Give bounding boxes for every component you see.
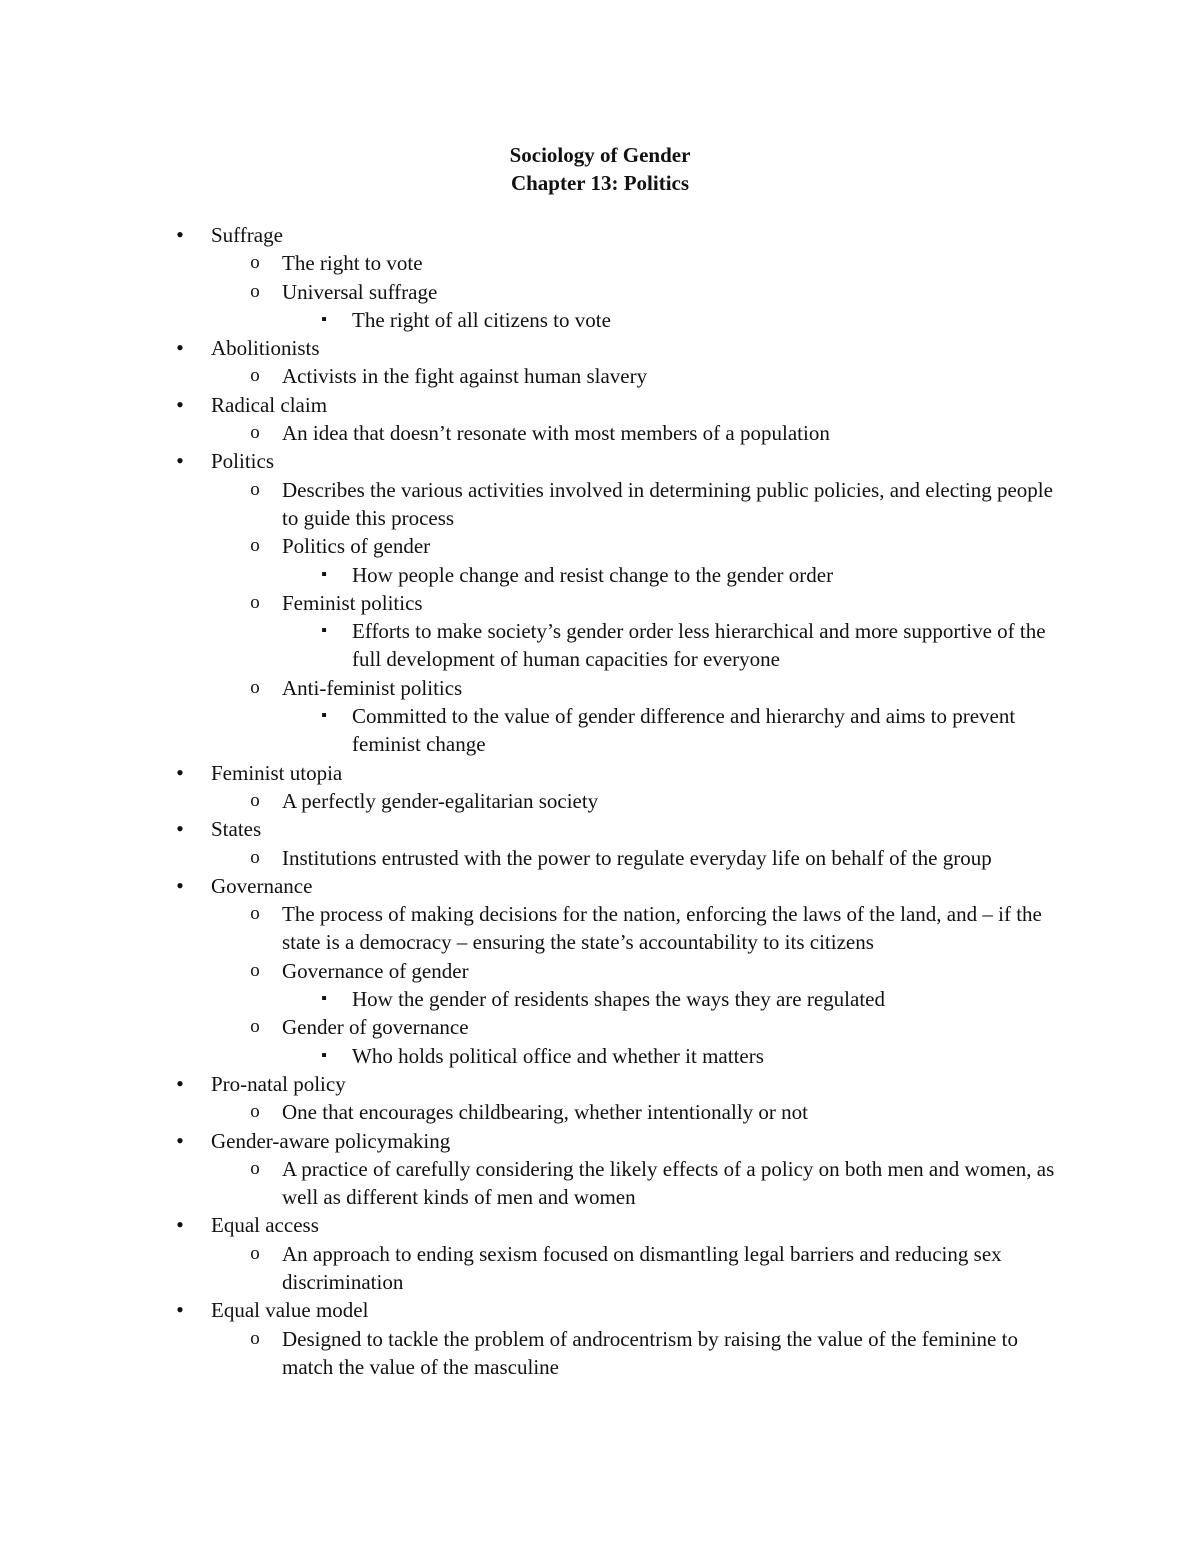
outline-term-item bbox=[0, 334, 1061, 362]
bullet-marker-icon: o bbox=[250, 422, 260, 444]
outline-item-text: The right of all citizens to vote bbox=[352, 307, 611, 332]
outline-item-text: Radical claim bbox=[211, 392, 328, 417]
outline-item-text: Feminist utopia bbox=[211, 760, 343, 785]
outline-item-text: Politics of gender bbox=[282, 534, 431, 559]
bullet-marker-icon: ▪ bbox=[321, 707, 327, 725]
bullet-marker-icon: • bbox=[176, 391, 184, 417]
bullet-marker-icon: • bbox=[176, 1212, 184, 1238]
bullet-marker-icon: o bbox=[250, 1327, 260, 1349]
outline-item-text: Committed to the value of gender difference and hierarchy and aims to prevent feminist change bbox=[352, 704, 1016, 757]
notes-outline bbox=[0, 221, 1200, 1381]
outline-term-item bbox=[0, 391, 1061, 419]
bullet-marker-icon: • bbox=[176, 759, 184, 785]
bullet-marker-icon: • bbox=[176, 1297, 184, 1323]
outline-item-text: Suffrage bbox=[211, 223, 283, 247]
outline-term-item bbox=[0, 221, 1061, 249]
bullet-marker-icon: o bbox=[250, 1242, 260, 1264]
outline-item-text: Anti-feminist politics bbox=[282, 675, 463, 700]
bullet-marker-icon: o bbox=[250, 959, 260, 981]
bullet-marker-icon: o bbox=[250, 1157, 260, 1179]
outline-definition-item bbox=[0, 957, 1072, 985]
bullet-marker-icon: ▪ bbox=[321, 622, 327, 640]
bullet-marker-icon: ▪ bbox=[321, 990, 327, 1008]
outline-item-text: Abolitionists bbox=[211, 336, 320, 361]
outline-item-text: How the gender of residents shapes the ways they are regulated bbox=[352, 987, 885, 1012]
outline-item-text: One that encourages childbearing, whether intentionally or not bbox=[282, 1100, 808, 1125]
outline-term-item bbox=[0, 447, 1061, 475]
outline-item-text: Gender-aware policymaking bbox=[211, 1128, 451, 1153]
outline-item-text: How people change and resist change to the gender order bbox=[352, 562, 834, 587]
outline-item-text: Equal access bbox=[211, 1213, 319, 1238]
outline-item-text: The right to vote bbox=[282, 251, 423, 276]
outline-term-item bbox=[0, 1070, 1061, 1098]
outline-definition-item bbox=[0, 674, 1072, 702]
outline-item-text: Activists in the fight against human slavery bbox=[282, 364, 648, 389]
outline-definition-item bbox=[0, 249, 1072, 277]
bullet-marker-icon: • bbox=[176, 1127, 184, 1153]
bullet-marker-icon: o bbox=[250, 676, 260, 698]
outline-item-text: Governance bbox=[211, 873, 313, 898]
outline-item-text: Describes the various activities involved in determining public policies, and electing people to guide this process bbox=[282, 477, 1053, 530]
bullet-marker-icon: • bbox=[176, 1070, 184, 1096]
outline-item-text: Pro-natal policy bbox=[211, 1071, 346, 1096]
bullet-marker-icon: o bbox=[250, 591, 260, 613]
document-title: Sociology of Gender bbox=[509, 143, 691, 167]
outline-item-text: Governance of gender bbox=[282, 958, 469, 983]
bullet-marker-icon: o bbox=[250, 846, 260, 868]
bullet-marker-icon: o bbox=[250, 903, 260, 925]
outline-item-text: A perfectly gender-egalitarian society bbox=[282, 788, 599, 813]
bullet-marker-icon: o bbox=[250, 365, 260, 387]
outline-detail-item bbox=[0, 985, 1072, 1013]
outline-definition-item bbox=[0, 278, 1072, 306]
outline-definition-item bbox=[0, 787, 1072, 815]
outline-item-text: Efforts to make society’s gender order less hierarchical and more supportive of the full development of human capacities for everyone bbox=[352, 619, 1046, 672]
bullet-marker-icon: o bbox=[250, 252, 260, 274]
bullet-marker-icon: o bbox=[250, 1016, 260, 1038]
outline-definition-item bbox=[0, 362, 1072, 390]
outline-term-item bbox=[0, 815, 1061, 843]
bullet-marker-icon: • bbox=[176, 816, 184, 842]
outline-term-item bbox=[0, 1296, 1061, 1324]
outline-definition-item bbox=[0, 844, 1072, 872]
outline-item-text: Institutions entrusted with the power to regulate everyday life on behalf of the group bbox=[282, 845, 992, 870]
outline-item-text: Who holds political office and whether it matters bbox=[352, 1043, 764, 1068]
outline-detail-item bbox=[0, 561, 1072, 589]
outline-item-text: Politics bbox=[211, 449, 275, 474]
outline-item-text: A practice of carefully considering the likely effects of a policy on both men and women, as well as different kinds of men and women bbox=[282, 1156, 1055, 1210]
outline-item-text: An idea that doesn’t resonate with most members of a population bbox=[282, 421, 830, 446]
bullet-marker-icon: ▪ bbox=[321, 310, 327, 328]
outline-item-text: Universal suffrage bbox=[282, 279, 438, 304]
outline-term-item bbox=[0, 1127, 1061, 1155]
outline-definition-item bbox=[0, 476, 1072, 533]
outline-definition-item bbox=[0, 900, 1072, 957]
outline-definition-item bbox=[0, 1240, 1072, 1297]
bullet-marker-icon: o bbox=[250, 1101, 260, 1123]
outline-item-text: Feminist politics bbox=[282, 590, 423, 615]
bullet-marker-icon: • bbox=[176, 222, 184, 247]
outline-item-text: The process of making decisions for the nation, enforcing the laws of the land, and – if the state is a democracy – ensuring the state’s accountability to its citizens bbox=[282, 902, 1042, 955]
outline-definition-item bbox=[0, 419, 1072, 447]
outline-definition-item bbox=[0, 1098, 1072, 1126]
bullet-marker-icon: o bbox=[250, 535, 260, 557]
outline-item-text: An approach to ending sexism focused on dismantling legal barriers and reducing sex discrimination bbox=[282, 1241, 1002, 1294]
bullet-marker-icon: • bbox=[176, 448, 184, 474]
chapter-title: Chapter 13: Politics bbox=[510, 171, 690, 195]
outline-detail-item bbox=[0, 1042, 1072, 1070]
outline-term-item bbox=[0, 872, 1061, 900]
outline-definition-item bbox=[0, 1013, 1072, 1041]
outline-definition-item bbox=[0, 1325, 1072, 1382]
bullet-marker-icon: ▪ bbox=[321, 1046, 327, 1064]
bullet-marker-icon: o bbox=[250, 478, 260, 500]
outline-term-item bbox=[0, 1211, 1061, 1239]
document-header bbox=[0, 141, 1200, 197]
outline-item-text: Gender of governance bbox=[282, 1015, 469, 1040]
outline-detail-item bbox=[0, 702, 1072, 759]
outline-item-text: Equal value model bbox=[211, 1298, 369, 1323]
outline-definition-item bbox=[0, 1155, 1072, 1212]
outline-definition-item bbox=[0, 532, 1072, 560]
outline-detail-item bbox=[0, 617, 1072, 674]
bullet-marker-icon: ▪ bbox=[321, 565, 327, 583]
outline-term-item bbox=[0, 759, 1061, 787]
outline-item-text: Designed to tackle the problem of androcentrism by raising the value of the feminine to match the value of the masculine bbox=[282, 1326, 1018, 1379]
outline-definition-item bbox=[0, 589, 1072, 617]
outline-detail-item bbox=[0, 306, 1072, 334]
bullet-marker-icon: • bbox=[176, 872, 184, 898]
bullet-marker-icon: o bbox=[250, 789, 260, 811]
outline-item-text: States bbox=[211, 817, 262, 842]
bullet-marker-icon: • bbox=[176, 335, 184, 361]
bullet-marker-icon: o bbox=[250, 280, 260, 302]
